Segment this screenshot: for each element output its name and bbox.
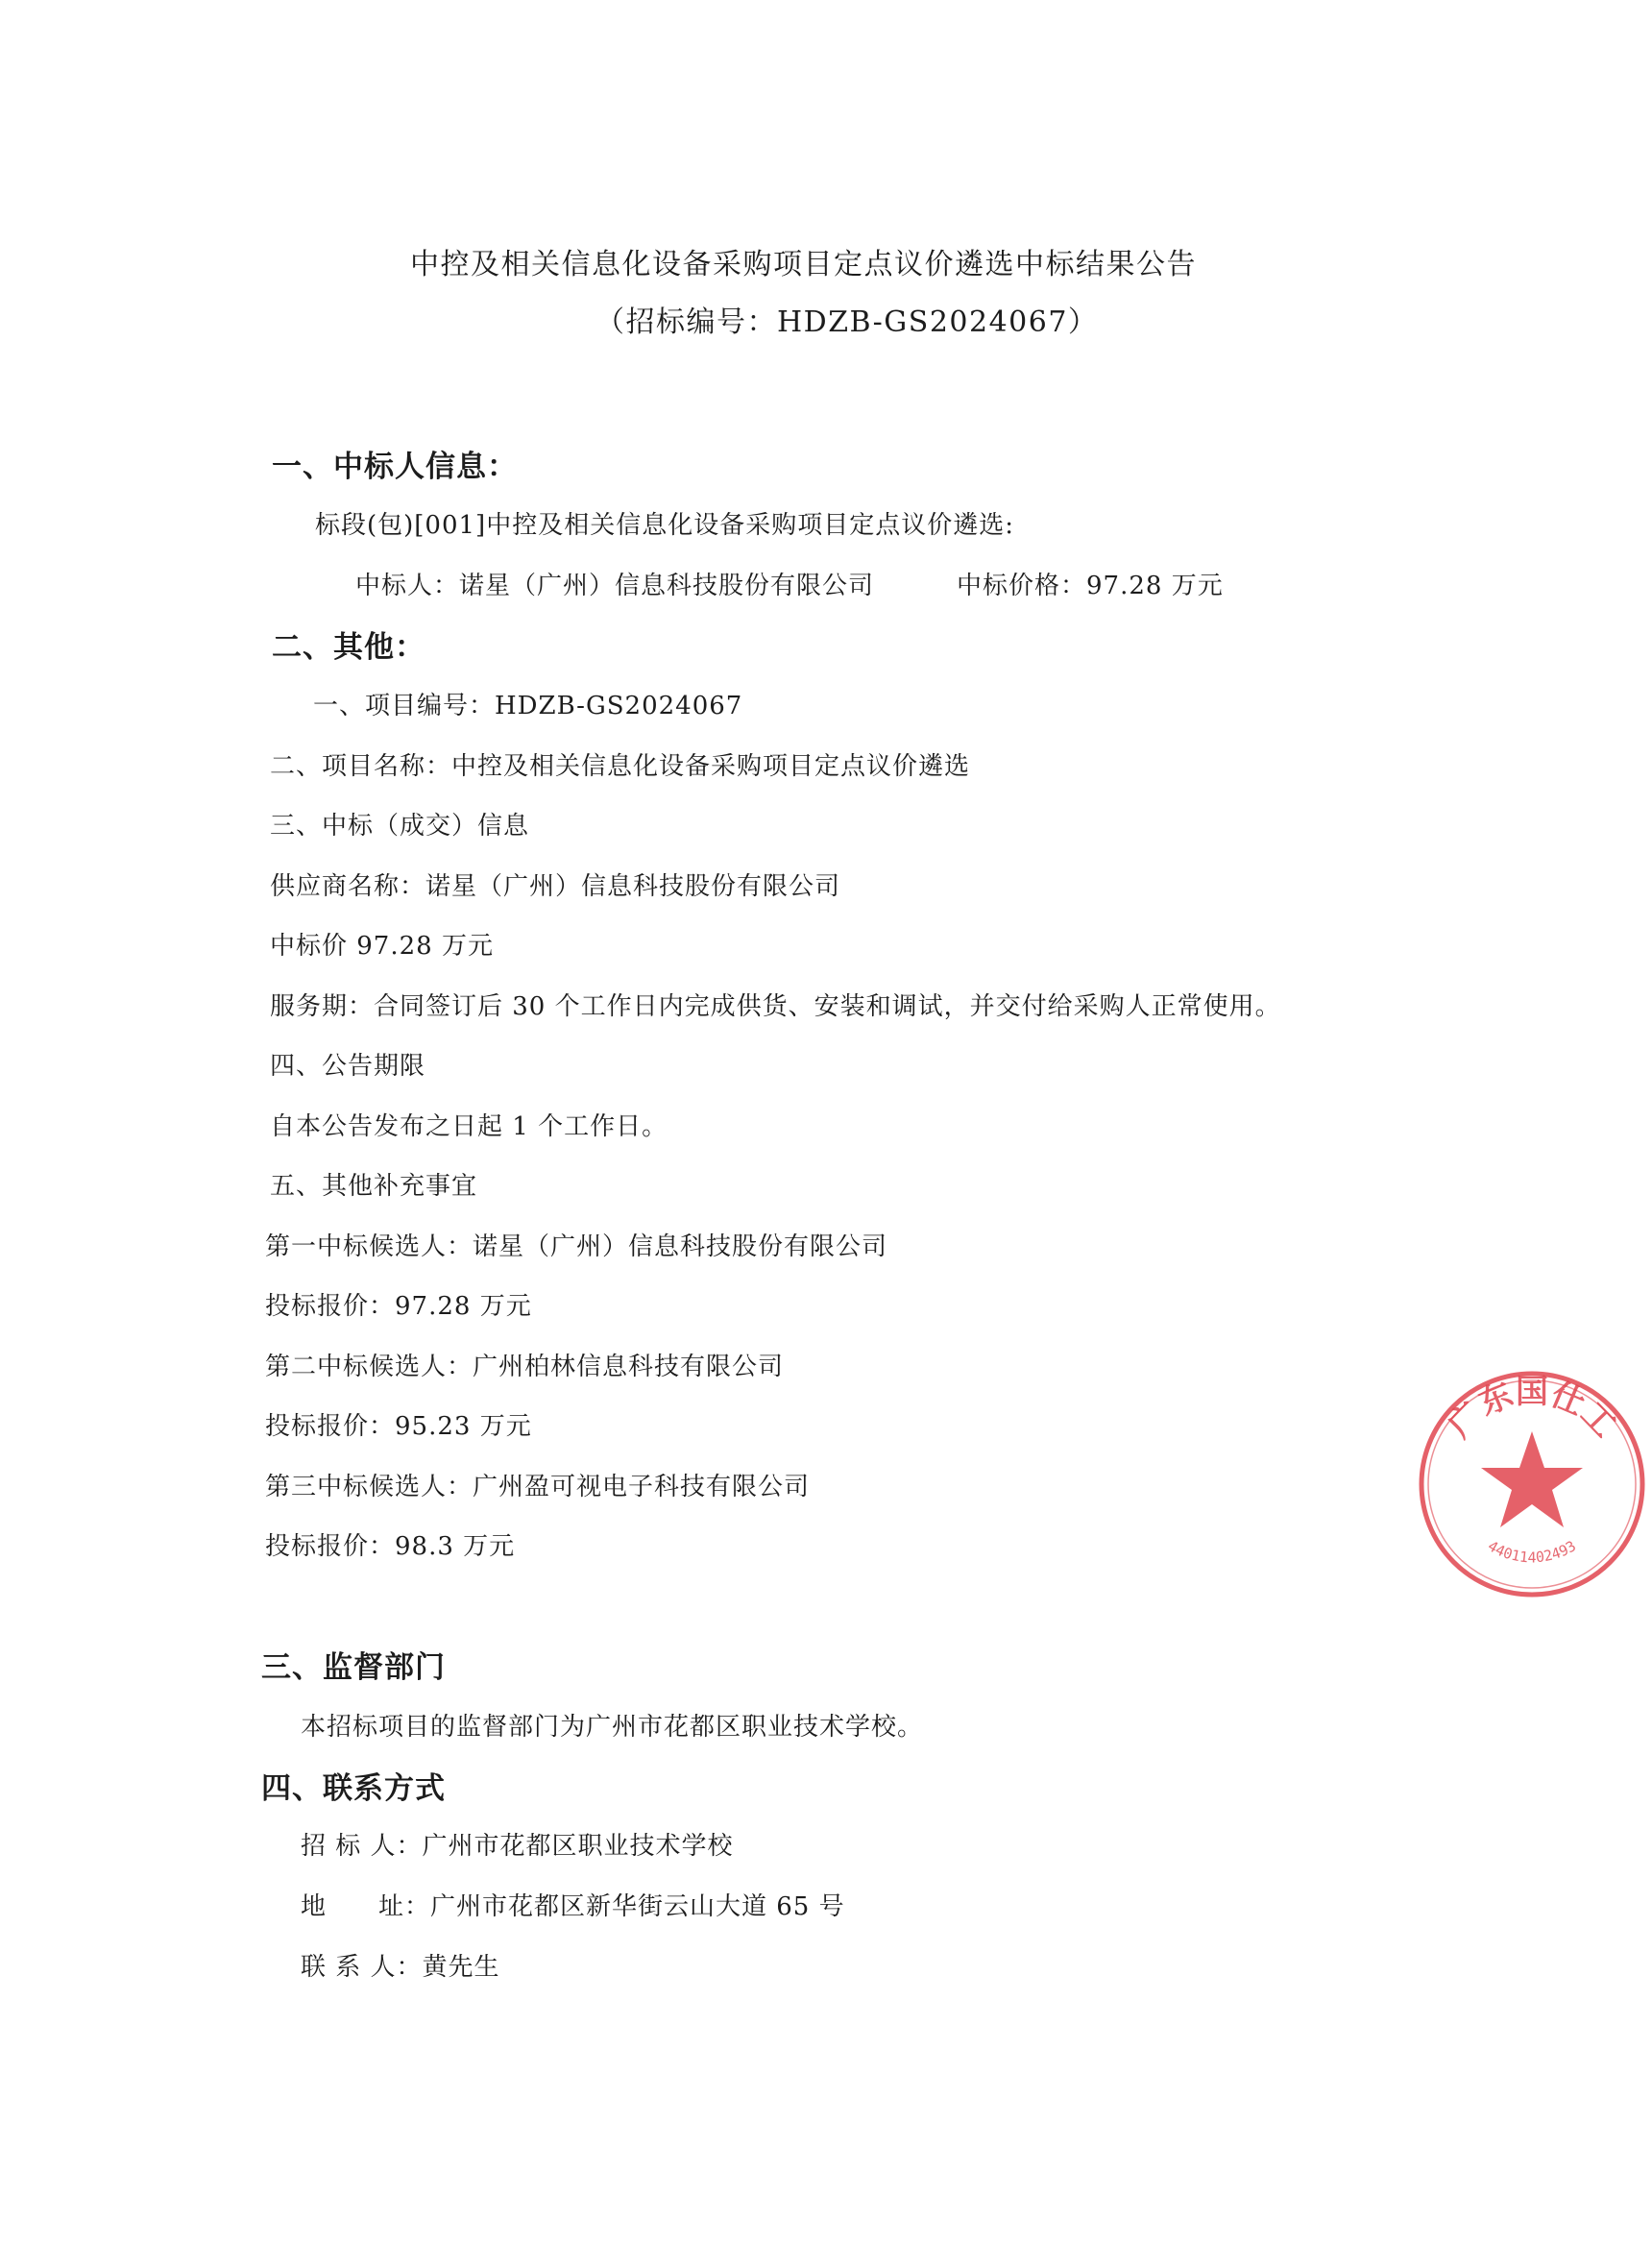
document-title: 中控及相关信息化设备采购项目定点议价遴选中标结果公告 [410,248,1197,281]
project-number: 一、项目编号：HDZB-GS2024067 [313,692,743,720]
official-seal-stamp [1412,1364,1652,1604]
svg-text:44011402493 [1485,1537,1579,1566]
third-candidate-bid: 投标报价：98.3 万元 [265,1532,516,1561]
supplier-name: 供应商名称：诺星（广州）信息科技股份有限公司 [270,872,841,901]
seal-number: 44011402493 [1484,1537,1580,1567]
supervision-text: 本招标项目的监督部门为广州市花都区职业技术学校。 [301,1713,924,1742]
notice-period-text: 自本公告发布之日起 1 个工作日。 [270,1112,668,1141]
winner-name: 中标人：诺星（广州）信息科技股份有限公司 [355,572,875,600]
first-candidate-bid: 投标报价：97.28 万元 [265,1292,532,1321]
service-period: 服务期：合同签订后 30 个工作日内完成供货、安装和调试，并交付给采购人正常使用。 [270,992,1281,1021]
winner-row [355,570,1224,602]
section-4-heading: 四、联系方式 [261,1771,446,1806]
seal-star-icon [1481,1431,1583,1527]
package-line: 标段(包)[001]中控及相关信息化设备采购项目定点议价遴选: [315,511,1014,540]
section-2-heading: 二、其他： [272,630,425,665]
notice-period-heading: 四、公告期限 [270,1052,426,1081]
seal-top-text: 广东国仕工 [1440,1373,1624,1446]
project-name: 二、项目名称：中控及相关信息化设备采购项目定点议价遴选 [270,752,971,781]
document-subtitle: （招标编号：HDZB-GS2024067） [595,305,1099,339]
section-1-heading: 一、中标人信息： [272,450,518,484]
first-candidate: 第一中标候选人：诺星（广州）信息科技股份有限公司 [265,1232,888,1261]
supplementary-heading: 五、其他补充事宜 [270,1172,478,1201]
award-price: 中标价 97.28 万元 [270,932,494,961]
contact-line: 联 系 人：黄先生 [301,1953,500,1982]
winner-price: 中标价格：97.28 万元 [957,572,1224,600]
award-info-heading: 三、中标（成交）信息 [270,812,530,841]
address-line: 地 址：广州市花都区新华街云山大道 65 号 [301,1892,845,1921]
second-candidate-bid: 投标报价：95.23 万元 [265,1412,532,1441]
second-candidate: 第二中标候选人：广州柏林信息科技有限公司 [265,1353,785,1381]
tenderer-line: 招 标 人：广州市花都区职业技术学校 [301,1832,734,1861]
third-candidate: 第三中标候选人：广州盈可视电子科技有限公司 [265,1473,811,1501]
section-3-heading: 三、监督部门 [261,1650,446,1685]
